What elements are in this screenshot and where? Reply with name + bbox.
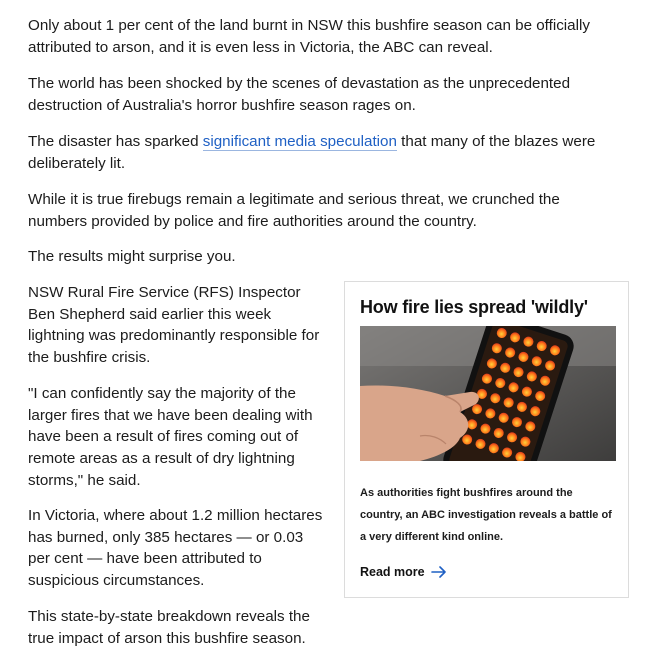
article-paragraph-1: Only about 1 per cent of the land burnt in NSW this bushfire season can be officially attributed to arson, and it is even less in Victoria, the ABC can reveal. xyxy=(28,17,590,56)
paragraph-text: that many of the blazes were deliberately lit. xyxy=(28,133,596,172)
paragraph-text: The disaster has sparked xyxy=(28,133,203,150)
read-more-link[interactable] xyxy=(360,565,447,579)
article-paragraph-2: The world has been shocked by the scenes of devastation as the unprecedented destruction of Australia's horror bushfire season rages on. xyxy=(28,75,571,114)
arrow-right-icon xyxy=(431,566,447,578)
card-image[interactable] xyxy=(360,326,616,461)
speculation-link[interactable]: significant media speculation xyxy=(202,133,397,150)
phone-fire-emoji-image xyxy=(360,326,616,461)
related-story-card[interactable] xyxy=(344,281,629,598)
article-paragraph-4: While it is true firebugs remain a legitimate and serious threat, we crunched the numbers provided by police and fire authorities around the country. xyxy=(28,191,560,230)
article-paragraph-5: The results might surprise you. xyxy=(28,248,236,265)
article-paragraph-6: NSW Rural Fire Service (RFS) Inspector Ben Shepherd said earlier this week lightning was predominantly responsible for the bushfire crisis. xyxy=(28,284,320,367)
article-paragraph-8: In Victoria, where about 1.2 million hectares has burned, only 385 hectares — or 0.03 per cent — have been attributed to suspicious circumstances. xyxy=(28,507,323,590)
card-title[interactable]: How fire lies spread 'wildly' xyxy=(360,297,588,317)
article-paragraph-7: "I can confidently say the majority of the larger fires that we have been dealing with have been a result of fires coming out of remote areas as a result of dry lightning storms," he said. xyxy=(28,385,313,489)
article-paragraph-9: This state-by-state breakdown reveals the true impact of arson this bushfire season. xyxy=(28,608,310,647)
article-paragraph-3 xyxy=(28,131,618,174)
card-description: As authorities fight bushfires around the country, an ABC investigation reveals a battle of a very different kind online. xyxy=(360,487,612,543)
read-more-label: Read more xyxy=(360,565,425,579)
